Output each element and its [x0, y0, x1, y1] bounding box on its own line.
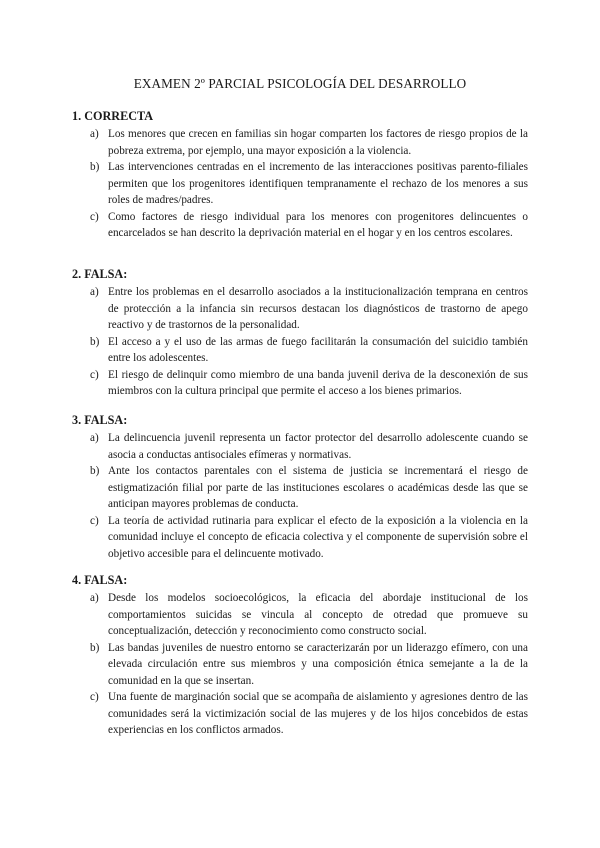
question-1 [72, 109, 528, 242]
answer-option [72, 209, 528, 242]
option-text: Las bandas juveniles de nuestro entorno se caracterizarán por un liderazgo efímero, con una elevada circulación entre sus miembros y una composición étnica semejante a la de la comunidad en la que se insertan. [108, 641, 528, 687]
option-text: El riesgo de delinquir como miembro de una banda juvenil deriva de la desconexión de sus miembros con la cultura principal que permite el acceso a los bienes primarios. [108, 368, 528, 397]
question-2 [72, 267, 528, 400]
option-marker: b) [90, 465, 100, 477]
option-marker: c) [90, 691, 99, 703]
question-heading: 1. CORRECTA [72, 109, 154, 123]
page-title: EXAMEN 2º PARCIAL PSICOLOGÍA DEL DESARROLLO [133, 76, 467, 91]
option-marker: a) [90, 128, 99, 140]
answer-option [72, 334, 528, 367]
option-marker: a) [90, 286, 99, 298]
answer-option [72, 367, 528, 400]
question-heading: 2. FALSA: [72, 267, 128, 281]
answer-list [72, 126, 528, 242]
option-text: Desde los modelos socioecológicos, la eficacia del abordaje institucional de los comportamientos suicidas se vincula al concepto de otredad que promueve su conceptualización, detección y reconocimiento como constructo social. [108, 592, 528, 637]
option-text: Las intervenciones centradas en el incremento de las interacciones positivas parento-filiales permiten que los progenitores identifiquen tempranamente el rechazo de los menores a sus roles de madres/padres. [108, 161, 528, 206]
option-text: El acceso a y el uso de las armas de fuego facilitarán la consumación del suicidio también entre los adolescentes. [108, 335, 528, 364]
option-text: Una fuente de marginación social que se acompaña de aislamiento y agresiones dentro de las comunidades será la victimización social de las mujeres y de los hijos concebidos de estas experiencias en los conflictos armados. [108, 691, 528, 736]
answer-option [72, 513, 528, 563]
question-3 [72, 413, 528, 562]
option-marker: a) [90, 592, 99, 604]
answer-list [72, 590, 528, 739]
option-text: Los menores que crecen en familias sin hogar comparten los factores de riesgo propios de la pobreza extrema, por ejemplo, una mayor exposición a la violencia. [108, 128, 528, 157]
question-heading: 3. FALSA: [72, 413, 128, 427]
answer-option [72, 463, 528, 513]
answer-option [72, 284, 528, 334]
option-text: Como factores de riesgo individual para los menores con progenitores delincuentes o encarcelados se han descrito la deprivación material en el hogar y en los centros escolares. [108, 210, 528, 239]
answer-option [72, 126, 528, 159]
answer-list [72, 430, 528, 562]
answer-option [72, 430, 528, 463]
question-heading: 4. FALSA: [72, 573, 128, 587]
question-4 [72, 573, 528, 739]
option-marker: a) [90, 432, 99, 444]
answer-option [72, 590, 528, 640]
option-marker: c) [90, 514, 99, 527]
answer-list [72, 284, 528, 400]
answer-option [72, 640, 528, 690]
answer-option [72, 689, 528, 739]
option-marker: b) [90, 161, 100, 173]
option-marker: c) [90, 210, 99, 223]
option-marker: c) [90, 368, 99, 381]
option-marker: b) [90, 641, 100, 654]
option-text: La teoría de actividad rutinaria para explicar el efecto de la exposición a la violencia en la comunidad incluye el concepto de eficacia colectiva y el componente de supervisión sobre el objetivo accesible para el delincuente motivado. [108, 514, 528, 560]
option-marker: b) [90, 335, 100, 348]
answer-option [72, 159, 528, 209]
option-text: Entre los problemas en el desarrollo asociados a la institucionalización temprana en centros de protección a la infancia sin recursos destacan los diagnósticos de trastorno de apego reactivo y de trastornos de la personalidad. [108, 286, 528, 331]
option-text: La delincuencia juvenil representa un factor protector del desarrollo adolescente cuando se asocia a conductas antisociales efímeras y normativas. [108, 432, 528, 461]
option-text: Ante los contactos parentales con el sistema de justicia se incrementará el riesgo de estigmatización filial por parte de las instituciones escolares o académicas desde las que se anticipan mayores problemas de conducta. [108, 465, 528, 510]
